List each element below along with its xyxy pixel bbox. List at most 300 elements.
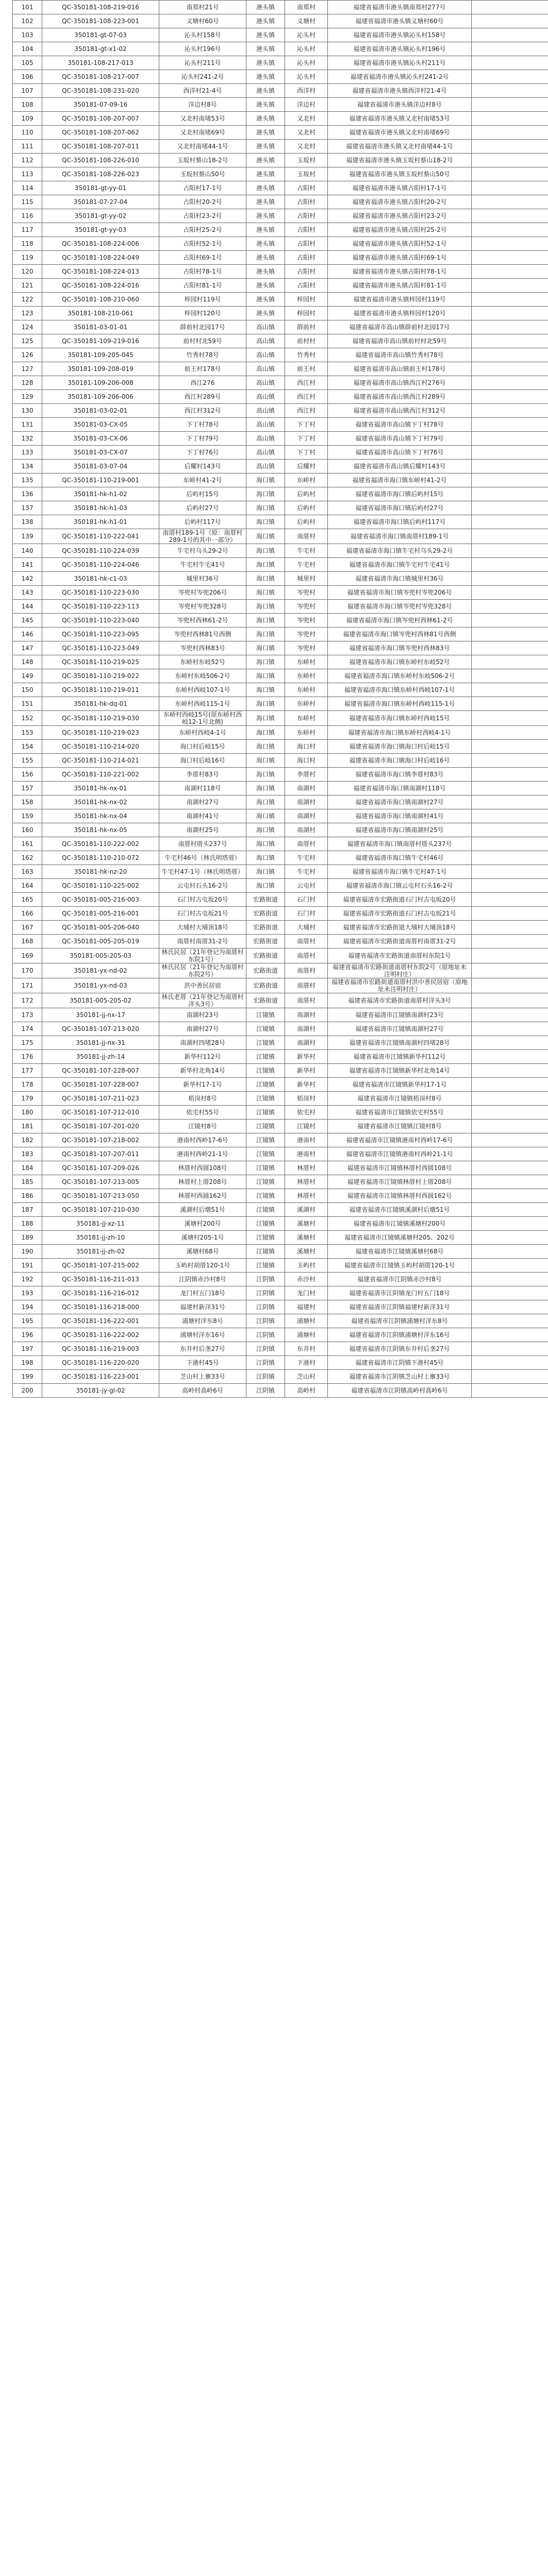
- table-row: [13, 209, 548, 223]
- cell-row-number: 133: [13, 446, 42, 460]
- cell-village: 占阳村: [285, 223, 328, 237]
- cell-town: 高山镇: [246, 348, 285, 362]
- table-row: [13, 1370, 548, 1384]
- table-row: [13, 140, 548, 154]
- cell-row-number: 120: [13, 265, 42, 279]
- cell-village: 占阳村: [285, 237, 328, 251]
- table-row: [13, 782, 548, 795]
- cell-row-number: 181: [13, 1120, 42, 1133]
- cell-row-number: 117: [13, 223, 42, 237]
- cell-remark: [472, 851, 548, 865]
- cell-remark: [472, 935, 548, 948]
- table-row: [13, 14, 548, 28]
- cell-town: 港头镇: [246, 265, 285, 279]
- cell-record-code: QC-350181-116-211-013: [42, 1273, 159, 1286]
- cell-town: 江镜镇: [246, 1147, 285, 1161]
- cell-building-address: 东峤村41-2号: [159, 473, 246, 487]
- cell-row-number: 127: [13, 362, 42, 376]
- cell-village: 义塘村: [285, 14, 328, 28]
- cell-building-address: 前王村178号: [159, 362, 246, 376]
- table-row: [13, 544, 548, 558]
- cell-record-code: QC-350181-108-226-010: [42, 154, 159, 167]
- cell-village: 东峤村: [285, 711, 328, 726]
- table-row: [13, 1314, 548, 1328]
- cell-building-address: 玉坂村蔡山18-2号: [159, 154, 246, 167]
- cell-village: 南厝村: [285, 978, 328, 993]
- cell-town: 高山镇: [246, 362, 285, 376]
- table-row: [13, 572, 548, 586]
- cell-full-address: 福建省福清市江镜镇梧岗村8号: [328, 1092, 472, 1106]
- table-row: [13, 112, 548, 126]
- cell-record-code: QC-350181-110-223-040: [42, 614, 159, 628]
- cell-record-code: QC-350181-108-207-062: [42, 126, 159, 140]
- cell-record-code: 350181-109-208-019: [42, 362, 159, 376]
- cell-village: 东峤村: [285, 726, 328, 740]
- table-row: [13, 865, 548, 879]
- cell-full-address: 福建省福清市高山镇西江村289号: [328, 390, 472, 404]
- cell-full-address: 福建省福清市港头镇西洋村21-4号: [328, 84, 472, 98]
- cell-full-address: 福建省福清市江镜镇林厝村西圆108号: [328, 1161, 472, 1175]
- cell-row-number: 132: [13, 432, 42, 446]
- cell-record-code: QC-350181-110-219-022: [42, 669, 159, 683]
- cell-row-number: 119: [13, 251, 42, 265]
- cell-town: 海口镇: [246, 683, 285, 697]
- cell-full-address: 福建省福清市江镜镇江镜村8号: [328, 1120, 472, 1133]
- cell-town: 海口镇: [246, 711, 285, 726]
- cell-building-address: 依宅村55号: [159, 1106, 246, 1120]
- cell-building-address: 南湖村25号: [159, 823, 246, 837]
- cell-village: 南郑村: [285, 1, 328, 14]
- cell-village: 东峤村: [285, 655, 328, 669]
- cell-record-code: QC-350181-110-224-046: [42, 558, 159, 572]
- cell-full-address: 福建省福清市海口镇南湖村27号: [328, 795, 472, 809]
- cell-row-number: 186: [13, 1189, 42, 1203]
- cell-remark: [472, 487, 548, 501]
- cell-row-number: 151: [13, 697, 42, 711]
- cell-village: 占阳村: [285, 265, 328, 279]
- cell-row-number: 193: [13, 1286, 42, 1300]
- cell-building-address: 石门村古屯坂21号: [159, 907, 246, 921]
- cell-remark: [472, 726, 548, 740]
- cell-row-number: 124: [13, 320, 42, 334]
- cell-building-address: 梧岗村8号: [159, 1092, 246, 1106]
- table-row: [13, 921, 548, 935]
- cell-full-address: 福建省福清市海口镇海口村后岐16号: [328, 754, 472, 768]
- cell-remark: [472, 529, 548, 544]
- cell-remark: [472, 1092, 548, 1106]
- cell-full-address: 福建省福清市江阴镇芝山村上寨33号: [328, 1370, 472, 1384]
- cell-full-address: 福建省福清市江阴镇下港村45号: [328, 1356, 472, 1370]
- cell-town: 海口镇: [246, 515, 285, 529]
- cell-remark: [472, 223, 548, 237]
- cell-record-code: 350181-jj-zh-10: [42, 1231, 159, 1245]
- cell-building-address: 又北村南堵53号: [159, 112, 246, 126]
- cell-town: 海口镇: [246, 473, 285, 487]
- cell-building-address: 占阳村25-2号: [159, 223, 246, 237]
- cell-record-code: 350181-hk-c1-03: [42, 572, 159, 586]
- cell-row-number: 149: [13, 669, 42, 683]
- cell-town: 海口镇: [246, 614, 285, 628]
- cell-town: 宏路街道: [246, 935, 285, 948]
- cell-full-address: 福建省福清市港头镇沁头村196号: [328, 42, 472, 56]
- cell-full-address: 福建省福清市高山镇前王村178号: [328, 362, 472, 376]
- cell-full-address: 福建省福清市高山镇下丁村79号: [328, 432, 472, 446]
- cell-town: 江阴镇: [246, 1384, 285, 1398]
- cell-village: 高岭村: [285, 1384, 328, 1398]
- cell-village: 后屿村: [285, 487, 328, 501]
- cell-town: 海口镇: [246, 697, 285, 711]
- cell-remark: [472, 1064, 548, 1078]
- cell-row-number: 121: [13, 279, 42, 293]
- cell-row-number: 142: [13, 572, 42, 586]
- cell-record-code: 350181-hk-h1-02: [42, 487, 159, 501]
- cell-row-number: 146: [13, 628, 42, 641]
- cell-town: 海口镇: [246, 837, 285, 851]
- cell-village: 后耀村: [285, 460, 328, 473]
- cell-row-number: 192: [13, 1273, 42, 1286]
- cell-row-number: 115: [13, 195, 42, 209]
- cell-remark: [472, 1008, 548, 1022]
- cell-row-number: 180: [13, 1106, 42, 1120]
- cell-building-address: 林厝村西圆108号: [159, 1161, 246, 1175]
- cell-building-address: 南厝村厝头237号: [159, 837, 246, 851]
- cell-building-address: 南厝村南厝31-2号: [159, 935, 246, 948]
- cell-village: 下丁村: [285, 446, 328, 460]
- cell-full-address: 福建省福清市江阴镇高岭村高岭6号: [328, 1384, 472, 1398]
- cell-building-address: 下丁村78号: [159, 418, 246, 432]
- cell-record-code: 350181-108-210-061: [42, 307, 159, 320]
- cell-remark: [472, 865, 548, 879]
- cell-full-address: 福建省福清市江镜镇港南村西岭17-6号: [328, 1133, 472, 1147]
- cell-record-code: 350181-109-206-008: [42, 376, 159, 390]
- table-row: [13, 823, 548, 837]
- table-row: [13, 1092, 548, 1106]
- cell-remark: [472, 628, 548, 641]
- cell-town: 港头镇: [246, 1, 285, 14]
- cell-village: 南厝村: [285, 935, 328, 948]
- cell-record-code: 350181-005-205-03: [42, 948, 159, 963]
- table-row: [13, 501, 548, 515]
- table-row: [13, 851, 548, 865]
- table-row: [13, 237, 548, 251]
- cell-row-number: 173: [13, 1008, 42, 1022]
- table-row: [13, 711, 548, 726]
- cell-full-address: 福建省福清市宏路街道南厝村洪中善民居宿（原地址未注明村庄）: [328, 978, 472, 993]
- cell-building-address: 高岭村高岭6号: [159, 1384, 246, 1398]
- cell-village: 下丁村: [285, 432, 328, 446]
- cell-record-code: 350181-gt-07-03: [42, 28, 159, 42]
- cell-record-code: 350181-hk-nx-02: [42, 795, 159, 809]
- cell-row-number: 145: [13, 614, 42, 628]
- cell-village: 南湖村: [285, 1008, 328, 1022]
- cell-village: 后屿村: [285, 515, 328, 529]
- cell-village: 海口村: [285, 740, 328, 754]
- cell-record-code: 350181-109-205-045: [42, 348, 159, 362]
- cell-town: 港头镇: [246, 84, 285, 98]
- table-row: [13, 641, 548, 655]
- cell-village: 前村村: [285, 334, 328, 348]
- cell-village: 南厝村: [285, 529, 328, 544]
- cell-row-number: 161: [13, 837, 42, 851]
- table-row: [13, 293, 548, 307]
- cell-remark: [472, 56, 548, 70]
- cell-building-address: 大埔村大埔顶18号: [159, 921, 246, 935]
- cell-town: 港头镇: [246, 56, 285, 70]
- cell-town: 江阴镇: [246, 1300, 285, 1314]
- cell-full-address: 福建省福清市江镜镇依宅村55号: [328, 1106, 472, 1120]
- cell-row-number: 110: [13, 126, 42, 140]
- cell-town: 海口镇: [246, 865, 285, 879]
- cell-record-code: 350181-109-206-006: [42, 390, 159, 404]
- cell-full-address: 福建省福清市江镜镇南湖村四堵28号: [328, 1036, 472, 1050]
- cell-town: 高山镇: [246, 418, 285, 432]
- cell-town: 港头镇: [246, 28, 285, 42]
- cell-row-number: 182: [13, 1133, 42, 1147]
- cell-row-number: 105: [13, 56, 42, 70]
- cell-town: 江阴镇: [246, 1356, 285, 1370]
- cell-building-address: 沁头村241-2号: [159, 70, 246, 84]
- cell-building-address: 江镜村8号: [159, 1120, 246, 1133]
- cell-building-address: 新华村17-1号: [159, 1078, 246, 1092]
- cell-record-code: 350181-hk-nz-20: [42, 865, 159, 879]
- cell-remark: [472, 1231, 548, 1245]
- cell-row-number: 160: [13, 823, 42, 837]
- cell-village: 新华村: [285, 1078, 328, 1092]
- cell-remark: [472, 307, 548, 320]
- cell-building-address: 岑兜村西林61-2号: [159, 614, 246, 628]
- cell-full-address: 福建省福清市高山镇西江村276号: [328, 376, 472, 390]
- cell-full-address: 福建省福清市江阴镇浦塘村洋东8号: [328, 1314, 472, 1328]
- cell-building-address: 石门村古屯坂20号: [159, 893, 246, 907]
- cell-row-number: 139: [13, 529, 42, 544]
- cell-town: 宏路街道: [246, 978, 285, 993]
- cell-building-address: 牛宅村47-1号（林氏明塔厝）: [159, 865, 246, 879]
- cell-row-number: 154: [13, 740, 42, 754]
- cell-building-address: 洋边村8号: [159, 98, 246, 112]
- cell-building-address: 后耀村143号: [159, 460, 246, 473]
- cell-town: 港头镇: [246, 293, 285, 307]
- cell-record-code: QC-350181-108-210-060: [42, 293, 159, 307]
- cell-remark: [472, 740, 548, 754]
- cell-building-address: 薛前村北园17号: [159, 320, 246, 334]
- cell-remark: [472, 279, 548, 293]
- cell-record-code: 350181-gt-yy-01: [42, 181, 159, 195]
- cell-remark: [472, 167, 548, 181]
- table-row: [13, 1036, 548, 1050]
- cell-remark: [472, 1036, 548, 1050]
- table-row: [13, 348, 548, 362]
- cell-row-number: 165: [13, 893, 42, 907]
- cell-remark: [472, 572, 548, 586]
- cell-remark: [472, 362, 548, 376]
- cell-building-address: 东峤村西岐107-1号: [159, 683, 246, 697]
- cell-building-address: 又北村南堵44-1号: [159, 140, 246, 154]
- cell-record-code: 350181-hk-nx-05: [42, 823, 159, 837]
- cell-building-address: 西江村312号: [159, 404, 246, 418]
- cell-record-code: QC-350181-108-223-001: [42, 14, 159, 28]
- cell-building-address: 后屿村15号: [159, 487, 246, 501]
- cell-record-code: QC-350181-107-215-002: [42, 1259, 159, 1273]
- cell-remark: [472, 921, 548, 935]
- cell-village: 下丁村: [285, 418, 328, 432]
- cell-full-address: 福建省福清市江阴镇东井村后垄27号: [328, 1342, 472, 1356]
- cell-town: 海口镇: [246, 558, 285, 572]
- cell-village: 岑兜村: [285, 628, 328, 641]
- cell-row-number: 162: [13, 851, 42, 865]
- cell-full-address: 福建省福清市海口镇岑兜村西林81号西侧: [328, 628, 472, 641]
- cell-town: 港头镇: [246, 279, 285, 293]
- cell-village: 城里村: [285, 572, 328, 586]
- cell-record-code: 350181-hk-nx-01: [42, 782, 159, 795]
- cell-remark: [472, 1175, 548, 1189]
- cell-village: 江镜村: [285, 1120, 328, 1133]
- cell-building-address: 东峤村西岐15号(原东峤村西岐12-1号北侧): [159, 711, 246, 726]
- cell-record-code: QC-350181-110-224-039: [42, 544, 159, 558]
- table-row: [13, 251, 548, 265]
- cell-remark: [472, 195, 548, 209]
- cell-full-address: 福建省福清市海口镇海口村后岐15号: [328, 740, 472, 754]
- cell-town: 海口镇: [246, 572, 285, 586]
- cell-full-address: 福建省福清市海口镇后屿村15号: [328, 487, 472, 501]
- cell-remark: [472, 1384, 548, 1398]
- cell-village: 牛宅村: [285, 865, 328, 879]
- cell-full-address: 福建省福清市江阴镇浦塘村洋东16号: [328, 1328, 472, 1342]
- cell-full-address: 福建省福清市海口镇南湖村41号: [328, 809, 472, 823]
- cell-remark: [472, 209, 548, 223]
- cell-building-address: 浦塘村洋东8号: [159, 1314, 246, 1328]
- cell-row-number: 104: [13, 42, 42, 56]
- cell-row-number: 147: [13, 641, 42, 655]
- cell-record-code: QC-350181-005-216-003: [42, 893, 159, 907]
- cell-town: 江镜镇: [246, 1217, 285, 1231]
- record-table-body: [13, 1, 548, 1398]
- table-row: [13, 70, 548, 84]
- cell-full-address: 福建省福清市海口镇牛宅村47-1号: [328, 865, 472, 879]
- cell-record-code: 350181-03-01-01: [42, 320, 159, 334]
- cell-remark: [472, 348, 548, 362]
- cell-building-address: 溪塘村205-1号: [159, 1231, 246, 1245]
- cell-remark: [472, 154, 548, 167]
- cell-town: 江镜镇: [246, 1120, 285, 1133]
- cell-village: 玉坂村: [285, 154, 328, 167]
- cell-remark: [472, 237, 548, 251]
- cell-town: 高山镇: [246, 390, 285, 404]
- cell-row-number: 166: [13, 907, 42, 921]
- cell-full-address: 福建省福清市高山镇下丁村78号: [328, 418, 472, 432]
- table-row: [13, 809, 548, 823]
- cell-record-code: 350181-jj-zh-02: [42, 1245, 159, 1259]
- cell-full-address: 福建省福清市海口镇牛宅村乌头29-2号: [328, 544, 472, 558]
- cell-record-code: 350181-jj-zh-14: [42, 1050, 159, 1064]
- cell-record-code: 350181-03-CX-05: [42, 418, 159, 432]
- cell-building-address: 南湖村27号: [159, 1022, 246, 1036]
- cell-village: 南湖村: [285, 809, 328, 823]
- cell-record-code: QC-350181-109-219-016: [42, 334, 159, 348]
- cell-row-number: 131: [13, 418, 42, 432]
- cell-full-address: 福建省福清市港头镇占阳村69-1号: [328, 251, 472, 265]
- cell-building-address: 龙门村五门18号: [159, 1286, 246, 1300]
- cell-row-number: 113: [13, 167, 42, 181]
- cell-village: 西洋村: [285, 84, 328, 98]
- cell-town: 港头镇: [246, 126, 285, 140]
- cell-village: 南湖村: [285, 1022, 328, 1036]
- cell-row-number: 197: [13, 1342, 42, 1356]
- cell-remark: [472, 1203, 548, 1217]
- cell-building-address: 南湖村23号: [159, 1008, 246, 1022]
- cell-record-code: QC-350181-110-223-049: [42, 641, 159, 655]
- cell-full-address: 福建省福清市港头镇南郑村277号: [328, 1, 472, 14]
- cell-remark: [472, 823, 548, 837]
- cell-remark: [472, 1273, 548, 1286]
- table-row: [13, 935, 548, 948]
- cell-village: 牛宅村: [285, 558, 328, 572]
- cell-village: 新华村: [285, 1050, 328, 1064]
- cell-row-number: 153: [13, 726, 42, 740]
- cell-building-address: 下港村45号: [159, 1356, 246, 1370]
- cell-town: 港头镇: [246, 140, 285, 154]
- cell-remark: [472, 1314, 548, 1328]
- cell-full-address: 福建省福清市江镜镇溪塘村68号: [328, 1245, 472, 1259]
- cell-town: 海口镇: [246, 782, 285, 795]
- cell-town: 宏路街道: [246, 893, 285, 907]
- table-row: [13, 487, 548, 501]
- cell-village: 林厝村: [285, 1189, 328, 1203]
- cell-village: 梓园村: [285, 307, 328, 320]
- cell-row-number: 155: [13, 754, 42, 768]
- cell-building-address: 占阳村20-2号: [159, 195, 246, 209]
- cell-town: 宏路街道: [246, 963, 285, 978]
- cell-town: 海口镇: [246, 655, 285, 669]
- cell-row-number: 128: [13, 376, 42, 390]
- table-row: [13, 1050, 548, 1064]
- cell-record-code: QC-350181-108-226-023: [42, 167, 159, 181]
- cell-building-address: 下丁村76号: [159, 446, 246, 460]
- cell-row-number: 190: [13, 1245, 42, 1259]
- table-row: [13, 1328, 548, 1342]
- cell-full-address: 福建省福清市港头镇占阳村78-1号: [328, 265, 472, 279]
- cell-record-code: QC-350181-108-219-016: [42, 1, 159, 14]
- cell-remark: [472, 1161, 548, 1175]
- cell-village: 西江村: [285, 404, 328, 418]
- cell-record-code: QC-350181-110-225-002: [42, 879, 159, 893]
- cell-row-number: 138: [13, 515, 42, 529]
- cell-village: 占阳村: [285, 195, 328, 209]
- cell-full-address: 福建省福清市江镜镇南湖村27号: [328, 1022, 472, 1036]
- cell-record-code: QC-350181-108-224-013: [42, 265, 159, 279]
- cell-town: 海口镇: [246, 879, 285, 893]
- cell-full-address: 福建省福清市海口镇南厝村189-1号: [328, 529, 472, 544]
- cell-village: 岑兜村: [285, 600, 328, 614]
- cell-row-number: 189: [13, 1231, 42, 1245]
- table-row: [13, 614, 548, 628]
- table-row: [13, 1286, 548, 1300]
- cell-town: 海口镇: [246, 501, 285, 515]
- cell-village: 溪塘村: [285, 1231, 328, 1245]
- cell-full-address: 福建省福清市高山镇竹秀村78号: [328, 348, 472, 362]
- cell-town: 海口镇: [246, 544, 285, 558]
- cell-row-number: 163: [13, 865, 42, 879]
- cell-remark: [472, 181, 548, 195]
- cell-remark: [472, 376, 548, 390]
- cell-remark: [472, 1245, 548, 1259]
- cell-village: 沁头村: [285, 56, 328, 70]
- cell-row-number: 164: [13, 879, 42, 893]
- cell-full-address: 福建省福清市港头镇又北村南堵44-1号: [328, 140, 472, 154]
- cell-town: 海口镇: [246, 529, 285, 544]
- cell-row-number: 144: [13, 600, 42, 614]
- cell-row-number: 143: [13, 586, 42, 600]
- cell-building-address: 梓园村120号: [159, 307, 246, 320]
